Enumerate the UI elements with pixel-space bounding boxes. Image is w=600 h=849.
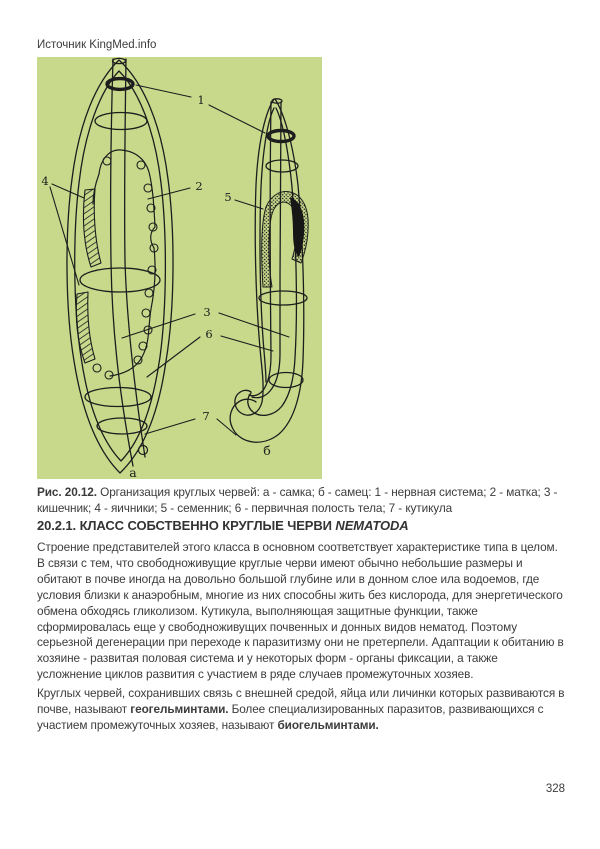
- figure-label-male: б: [263, 443, 271, 458]
- paragraph-1: Строение представителей этого класса в основном соответствует характеристике типа в целом. В связи с тем, что свободноживущие круглые черви имеют обычно небольшие размеры и обитают в почве иногда на довольно большой глубине или в донном слое ила водоемов, где условия близки к анаэробным, многие из них способны жить без кислорода, для энергетического обмена обходясь гликолизом. Кутикула, выполняющая защитные функции, также сформировалась еще у свободноживущих почвенных и донных видов нематод. Поэтому серьезной дегенерации при переходе к паразитизму они не претерпели. Адаптации к обитанию в хозяине - развитая половая система и у некоторых форм - органы фиксации, а также усложнение циклов развития с участием в ряде случаев промежуточных хозяев.: [37, 540, 564, 682]
- female-worm-drawing: [67, 58, 173, 473]
- section-heading-latin: NEMATODA: [335, 518, 409, 533]
- figure: [37, 57, 322, 479]
- section-heading: [37, 518, 565, 533]
- ovary-upper: [83, 189, 101, 267]
- page-number: 328: [545, 783, 565, 795]
- figure-caption-text: Организация круглых червей: а - самка; б - самец: 1 - нервная система; 2 - матка; 3 - кишечник; 4 - яичники; 5 - семенник; 6 - первичная полость тела; 7 - кутикула: [37, 485, 558, 515]
- figure-label-body-cavity: 6: [205, 327, 213, 341]
- figure-caption-lead: Рис. 20.12.: [37, 485, 97, 499]
- figure-label-testis: 5: [224, 190, 232, 204]
- nematode-diagram: [37, 57, 322, 479]
- figure-label-ovaries: 4: [41, 174, 49, 188]
- section-heading-title: 20.2.1. КЛАСС СОБСТВЕННО КРУГЛЫЕ ЧЕРВИ: [37, 518, 332, 533]
- source-line: Источник KingMed.info: [37, 39, 157, 51]
- paragraph-2: Круглых червей, сохранивших связь с внешней средой, яйца или личинки которых развиваются в почве, называют геогельминтами. Более специализированных паразитов, развивающихся с участием промежуточных хозяев, называют биогельминтами.: [37, 686, 565, 732]
- figure-caption: [37, 485, 565, 517]
- male-worm-drawing: [230, 99, 308, 442]
- figure-label-uterus: 2: [195, 179, 203, 193]
- figure-label-intestine: 3: [203, 305, 211, 319]
- figure-label-female: а: [129, 465, 137, 479]
- ovary-lower: [76, 292, 95, 363]
- figure-label-nerve-system: 1: [197, 93, 205, 107]
- figure-label-cuticle: 7: [202, 409, 210, 423]
